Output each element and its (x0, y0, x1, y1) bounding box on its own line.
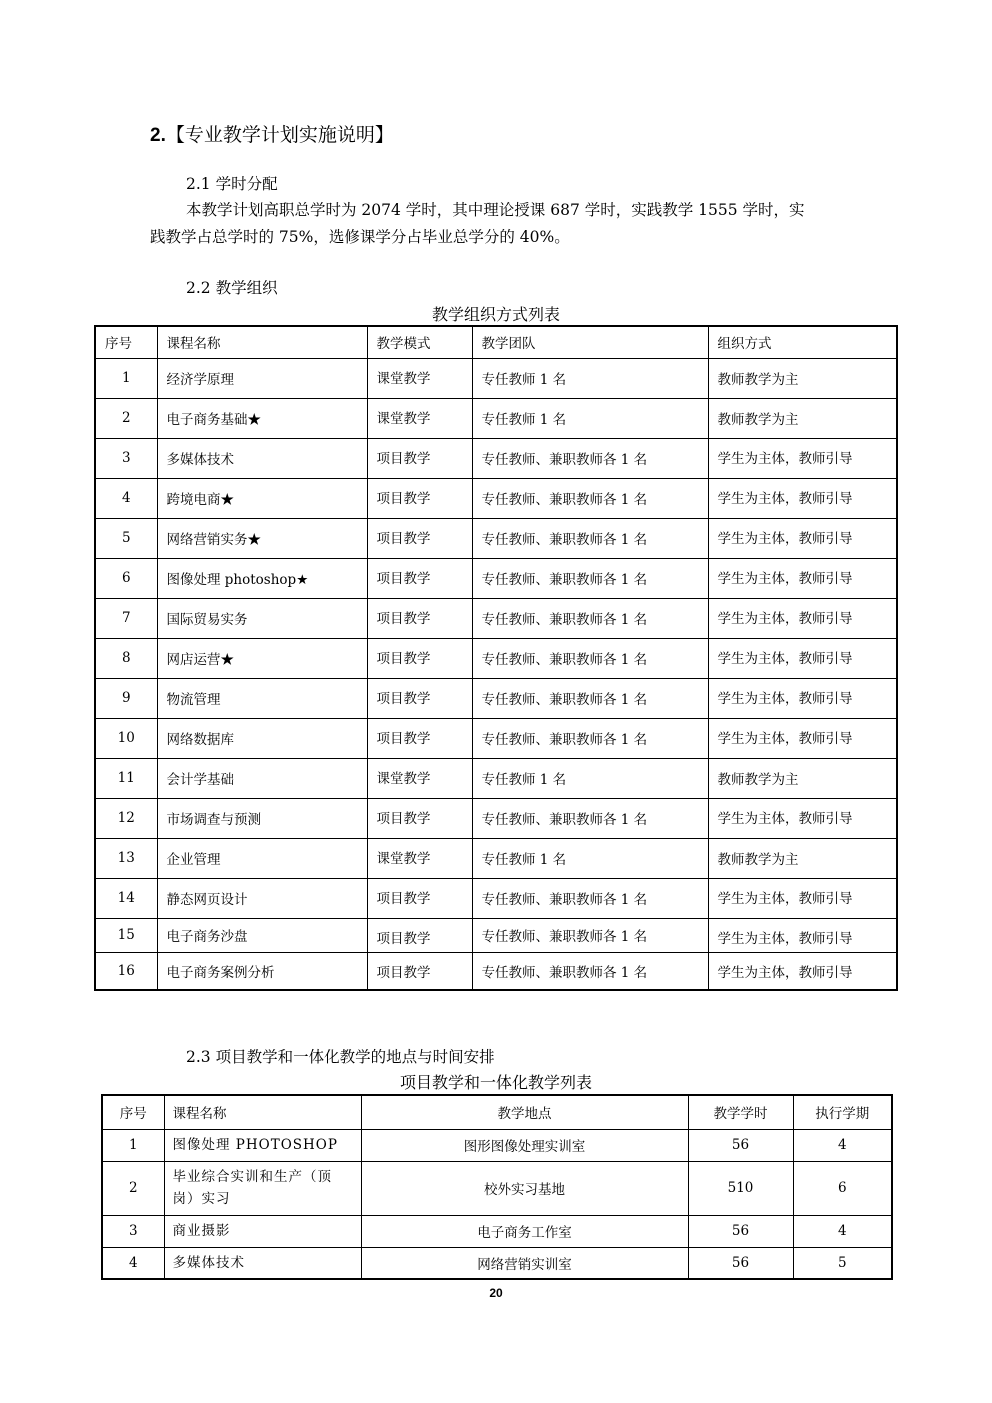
row-index: 5 (95, 518, 157, 558)
table-row (95, 718, 897, 758)
table-row (95, 918, 897, 952)
organization-method: 学生为主体，教师引导 (708, 478, 897, 518)
table-row (102, 1129, 892, 1161)
teaching-mode: 项目教学 (367, 918, 472, 952)
course-name: 会计学基础 (157, 758, 367, 798)
teaching-team: 专任教师、兼职教师各 1 名 (472, 638, 708, 678)
teaching-team: 专任教师、兼职教师各 1 名 (472, 678, 708, 718)
course-name: 商业摄影 (164, 1215, 361, 1247)
organization-method: 学生为主体，教师引导 (708, 438, 897, 478)
paragraph-line-2: 践教学占总学时的 75%，选修课学分占毕业总学分的 40%。 (150, 228, 570, 246)
teaching-mode: 课堂教学 (367, 398, 472, 438)
execution-semester: 5 (793, 1247, 892, 1279)
course-name: 企业管理 (157, 838, 367, 878)
organization-method: 学生为主体，教师引导 (708, 878, 897, 918)
teaching-hours: 510 (688, 1161, 793, 1215)
subsection-heading-2-2: 2.2 教学组织 (186, 279, 278, 297)
course-name: 多媒体技术 (164, 1247, 361, 1279)
teaching-team: 专任教师、兼职教师各 1 名 (472, 598, 708, 638)
course-name: 毕业综合实训和生产（顶岗）实习 (164, 1161, 361, 1215)
row-index: 13 (95, 838, 157, 878)
teaching-team: 专任教师、兼职教师各 1 名 (472, 952, 708, 990)
section-number: 2. (150, 125, 166, 146)
row-index: 3 (95, 438, 157, 478)
course-name: 经济学原理 (157, 358, 367, 398)
teaching-mode: 项目教学 (367, 952, 472, 990)
header-course-name: 课程名称 (157, 326, 367, 358)
teaching-location: 电子商务工作室 (361, 1215, 688, 1247)
row-index: 2 (95, 398, 157, 438)
organization-method: 学生为主体，教师引导 (708, 518, 897, 558)
header-semester: 执行学期 (793, 1095, 892, 1129)
teaching-team: 专任教师、兼职教师各 1 名 (472, 518, 708, 558)
row-index: 11 (95, 758, 157, 798)
organization-method: 学生为主体，教师引导 (708, 638, 897, 678)
row-index: 14 (95, 878, 157, 918)
table-row (95, 838, 897, 878)
teaching-team: 专任教师 1 名 (472, 398, 708, 438)
organization-method: 教师教学为主 (708, 358, 897, 398)
teaching-team: 专任教师、兼职教师各 1 名 (472, 478, 708, 518)
row-index: 1 (95, 358, 157, 398)
table-row (102, 1161, 892, 1215)
teaching-mode: 项目教学 (367, 678, 472, 718)
teaching-mode: 项目教学 (367, 598, 472, 638)
table-row (95, 398, 897, 438)
table-row (95, 678, 897, 718)
teaching-location: 校外实习基地 (361, 1161, 688, 1215)
teaching-team: 专任教师 1 名 (472, 358, 708, 398)
course-name: 电子商务基础★ (157, 398, 367, 438)
table-row (95, 358, 897, 398)
teaching-team: 专任教师、兼职教师各 1 名 (472, 798, 708, 838)
project-teaching-table (101, 1094, 893, 1280)
header-course-name: 课程名称 (164, 1095, 361, 1129)
header-hours: 教学学时 (688, 1095, 793, 1129)
table-header-row (95, 326, 897, 358)
row-index: 2 (102, 1161, 164, 1215)
organization-method: 教师教学为主 (708, 838, 897, 878)
teaching-team: 专任教师 1 名 (472, 758, 708, 798)
row-index: 6 (95, 558, 157, 598)
execution-semester: 4 (793, 1129, 892, 1161)
teaching-mode: 课堂教学 (367, 358, 472, 398)
organization-table (94, 325, 898, 991)
teaching-mode: 课堂教学 (367, 758, 472, 798)
course-name: 国际贸易实务 (157, 598, 367, 638)
header-location: 教学地点 (361, 1095, 688, 1129)
teaching-hours: 56 (688, 1247, 793, 1279)
table-row (95, 878, 897, 918)
course-name: 多媒体技术 (157, 438, 367, 478)
course-name: 物流管理 (157, 678, 367, 718)
table-row (95, 638, 897, 678)
organization-method: 学生为主体，教师引导 (708, 952, 897, 990)
row-index: 3 (102, 1215, 164, 1247)
row-index: 12 (95, 798, 157, 838)
organization-method: 学生为主体，教师引导 (708, 798, 897, 838)
course-name: 网络数据库 (157, 718, 367, 758)
row-index: 8 (95, 638, 157, 678)
table-header-row (102, 1095, 892, 1129)
table-row (95, 518, 897, 558)
teaching-mode: 项目教学 (367, 798, 472, 838)
page-number: 20 (489, 1286, 503, 1300)
course-name: 跨境电商★ (157, 478, 367, 518)
header-index: 序号 (95, 326, 157, 358)
teaching-team: 专任教师 1 名 (472, 838, 708, 878)
table-row (95, 758, 897, 798)
row-index: 7 (95, 598, 157, 638)
teaching-mode: 课堂教学 (367, 838, 472, 878)
teaching-team: 专任教师、兼职教师各 1 名 (472, 718, 708, 758)
table-row (95, 478, 897, 518)
organization-method: 学生为主体，教师引导 (708, 918, 897, 952)
teaching-mode: 项目教学 (367, 518, 472, 558)
teaching-hours: 56 (688, 1129, 793, 1161)
row-index: 1 (102, 1129, 164, 1161)
execution-semester: 6 (793, 1161, 892, 1215)
organization-method: 教师教学为主 (708, 758, 897, 798)
header-teaching-team: 教学团队 (472, 326, 708, 358)
header-organization: 组织方式 (708, 326, 897, 358)
teaching-mode: 项目教学 (367, 638, 472, 678)
section-title: 【专业教学计划实施说明】 (165, 124, 394, 146)
teaching-mode: 项目教学 (367, 478, 472, 518)
teaching-mode: 项目教学 (367, 438, 472, 478)
teaching-team: 专任教师、兼职教师各 1 名 (472, 438, 708, 478)
execution-semester: 4 (793, 1215, 892, 1247)
row-index: 15 (95, 918, 157, 952)
table-row (95, 798, 897, 838)
table-row (95, 558, 897, 598)
table-row (102, 1215, 892, 1247)
organization-method: 教师教学为主 (708, 398, 897, 438)
subsection-heading-2-1: 2.1 学时分配 (186, 175, 278, 193)
header-index: 序号 (102, 1095, 164, 1129)
course-name: 图像处理 photoshop★ (157, 558, 367, 598)
table-row (102, 1247, 892, 1279)
subsection-heading-2-3: 2.3 项目教学和一体化教学的地点与时间安排 (186, 1048, 495, 1066)
teaching-team: 专任教师、兼职教师各 1 名 (472, 918, 708, 952)
row-index: 4 (102, 1247, 164, 1279)
teaching-team: 专任教师、兼职教师各 1 名 (472, 878, 708, 918)
row-index: 10 (95, 718, 157, 758)
table-caption-project: 项目教学和一体化教学列表 (399, 1073, 592, 1092)
organization-method: 学生为主体，教师引导 (708, 598, 897, 638)
table-row (95, 598, 897, 638)
teaching-mode: 项目教学 (367, 878, 472, 918)
section-heading (150, 120, 394, 147)
organization-method: 学生为主体，教师引导 (708, 718, 897, 758)
row-index: 16 (95, 952, 157, 990)
teaching-hours: 56 (688, 1215, 793, 1247)
course-name: 电子商务案例分析 (157, 952, 367, 990)
row-index: 9 (95, 678, 157, 718)
teaching-team: 专任教师、兼职教师各 1 名 (472, 558, 708, 598)
header-teaching-mode: 教学模式 (367, 326, 472, 358)
course-name: 电子商务沙盘 (157, 918, 367, 952)
table-caption-organization: 教学组织方式列表 (431, 305, 560, 324)
course-name: 静态网页设计 (157, 878, 367, 918)
course-name: 市场调查与预测 (157, 798, 367, 838)
paragraph-line-1: 本教学计划高职总学时为 2074 学时，其中理论授课 687 学时，实践教学 1555 学时，实 (186, 201, 805, 219)
teaching-mode: 项目教学 (367, 718, 472, 758)
teaching-location: 图形图像处理实训室 (361, 1129, 688, 1161)
course-name: 网络营销实务★ (157, 518, 367, 558)
table-row (95, 952, 897, 990)
organization-method: 学生为主体，教师引导 (708, 558, 897, 598)
teaching-mode: 项目教学 (367, 558, 472, 598)
table-row (95, 438, 897, 478)
course-name: 网店运营★ (157, 638, 367, 678)
teaching-location: 网络营销实训室 (361, 1247, 688, 1279)
organization-method: 学生为主体，教师引导 (708, 678, 897, 718)
course-name: 图像处理 PHOTOSHOP (164, 1129, 361, 1161)
row-index: 4 (95, 478, 157, 518)
